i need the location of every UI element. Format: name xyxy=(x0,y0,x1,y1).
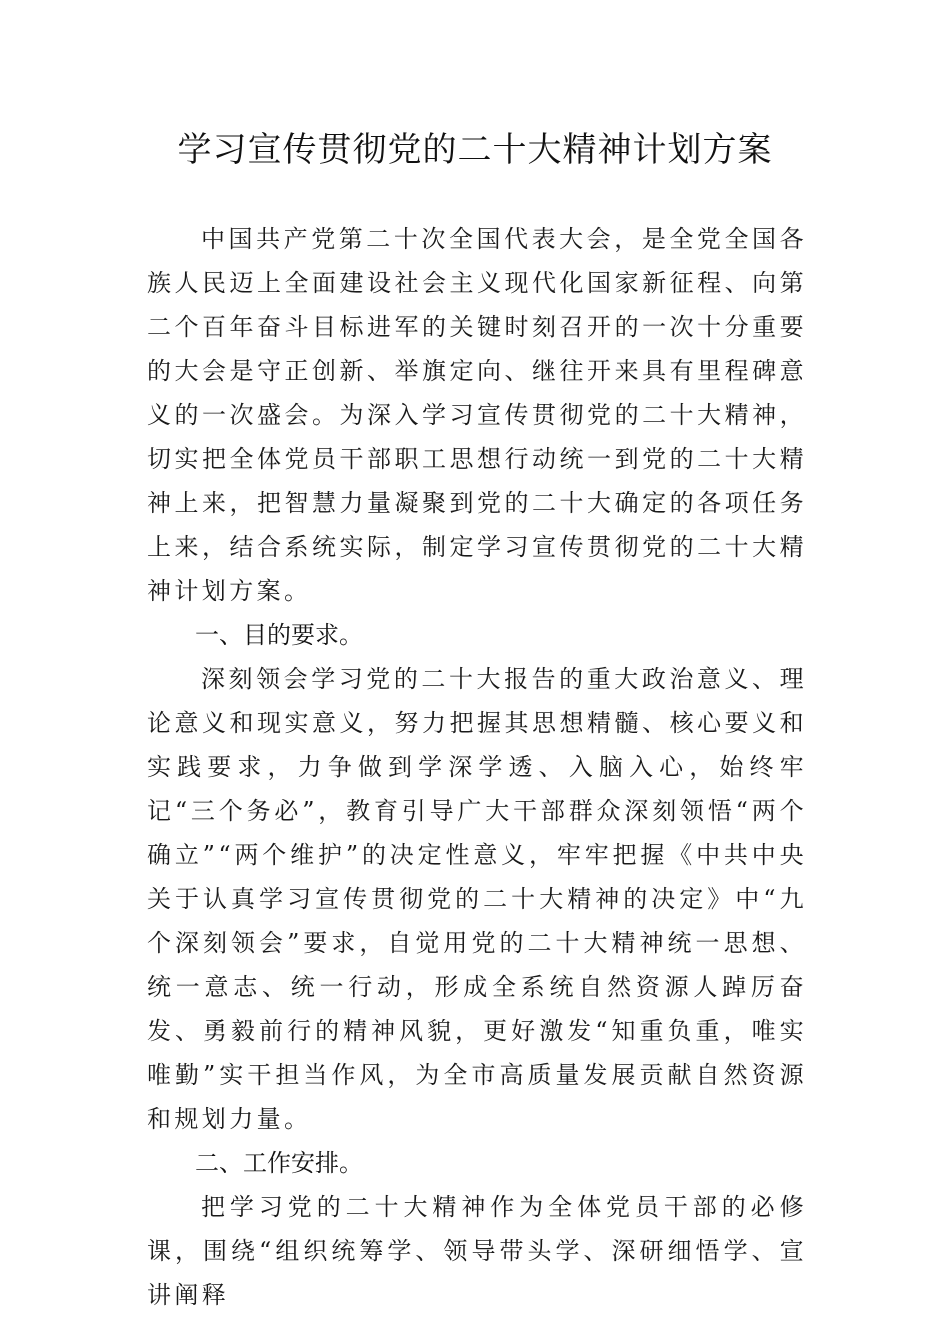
intro-paragraph: 中国共产党第二十次全国代表大会，是全党全国各族人民迈上全面建设社会主义现代化国家新征程、向第二个百年奋斗目标进军的关键时刻召开的一次十分重要的大会是守正创新、举旗定向、继往开来具有里程碑意义的一次盛会。为深入学习宣传贯彻党的二十大精神，切实把全体党员干部职工思想行动统一到党的二十大精神上来，把智慧力量凝聚到党的二十大确定的各项任务上来，结合系统实际，制定学习宣传贯彻党的二十大精神计划方案。 xyxy=(147,225,807,605)
section-heading-purpose: 一、目的要求。 xyxy=(195,621,363,649)
document-body xyxy=(147,217,807,1317)
section-heading-arrangement: 二、工作安排。 xyxy=(195,1149,363,1177)
document-title: 学习宣传贯彻党的二十大精神计划方案 xyxy=(177,130,773,170)
arrangement-paragraph: 把学习党的二十大精神作为全体党员干部的必修课，围绕“组织统筹学、领导带头学、深研细悟学、宣讲阐释 xyxy=(147,1193,807,1309)
purpose-paragraph: 深刻领会学习党的二十大报告的重大政治意义、理论意义和现实意义，努力把握其思想精髓、核心要义和实践要求，力争做到学深学透、入脑入心，始终牢记“三个务必”，教育引导广大干部群众深刻领悟“两个确立”“两个维护”的决定性意义，牢牢把握《中共中央关于认真学习宣传贯彻党的二十大精神的决定》中“九个深刻领会”要求，自觉用党的二十大精神统一思想、统一意志、统一行动，形成全系统自然资源人踔厉奋发、勇毅前行的精神风貌，更好激发“知重负重，唯实唯勤”实干担当作风，为全市高质量发展贡献自然资源和规划力量。 xyxy=(147,665,807,1133)
